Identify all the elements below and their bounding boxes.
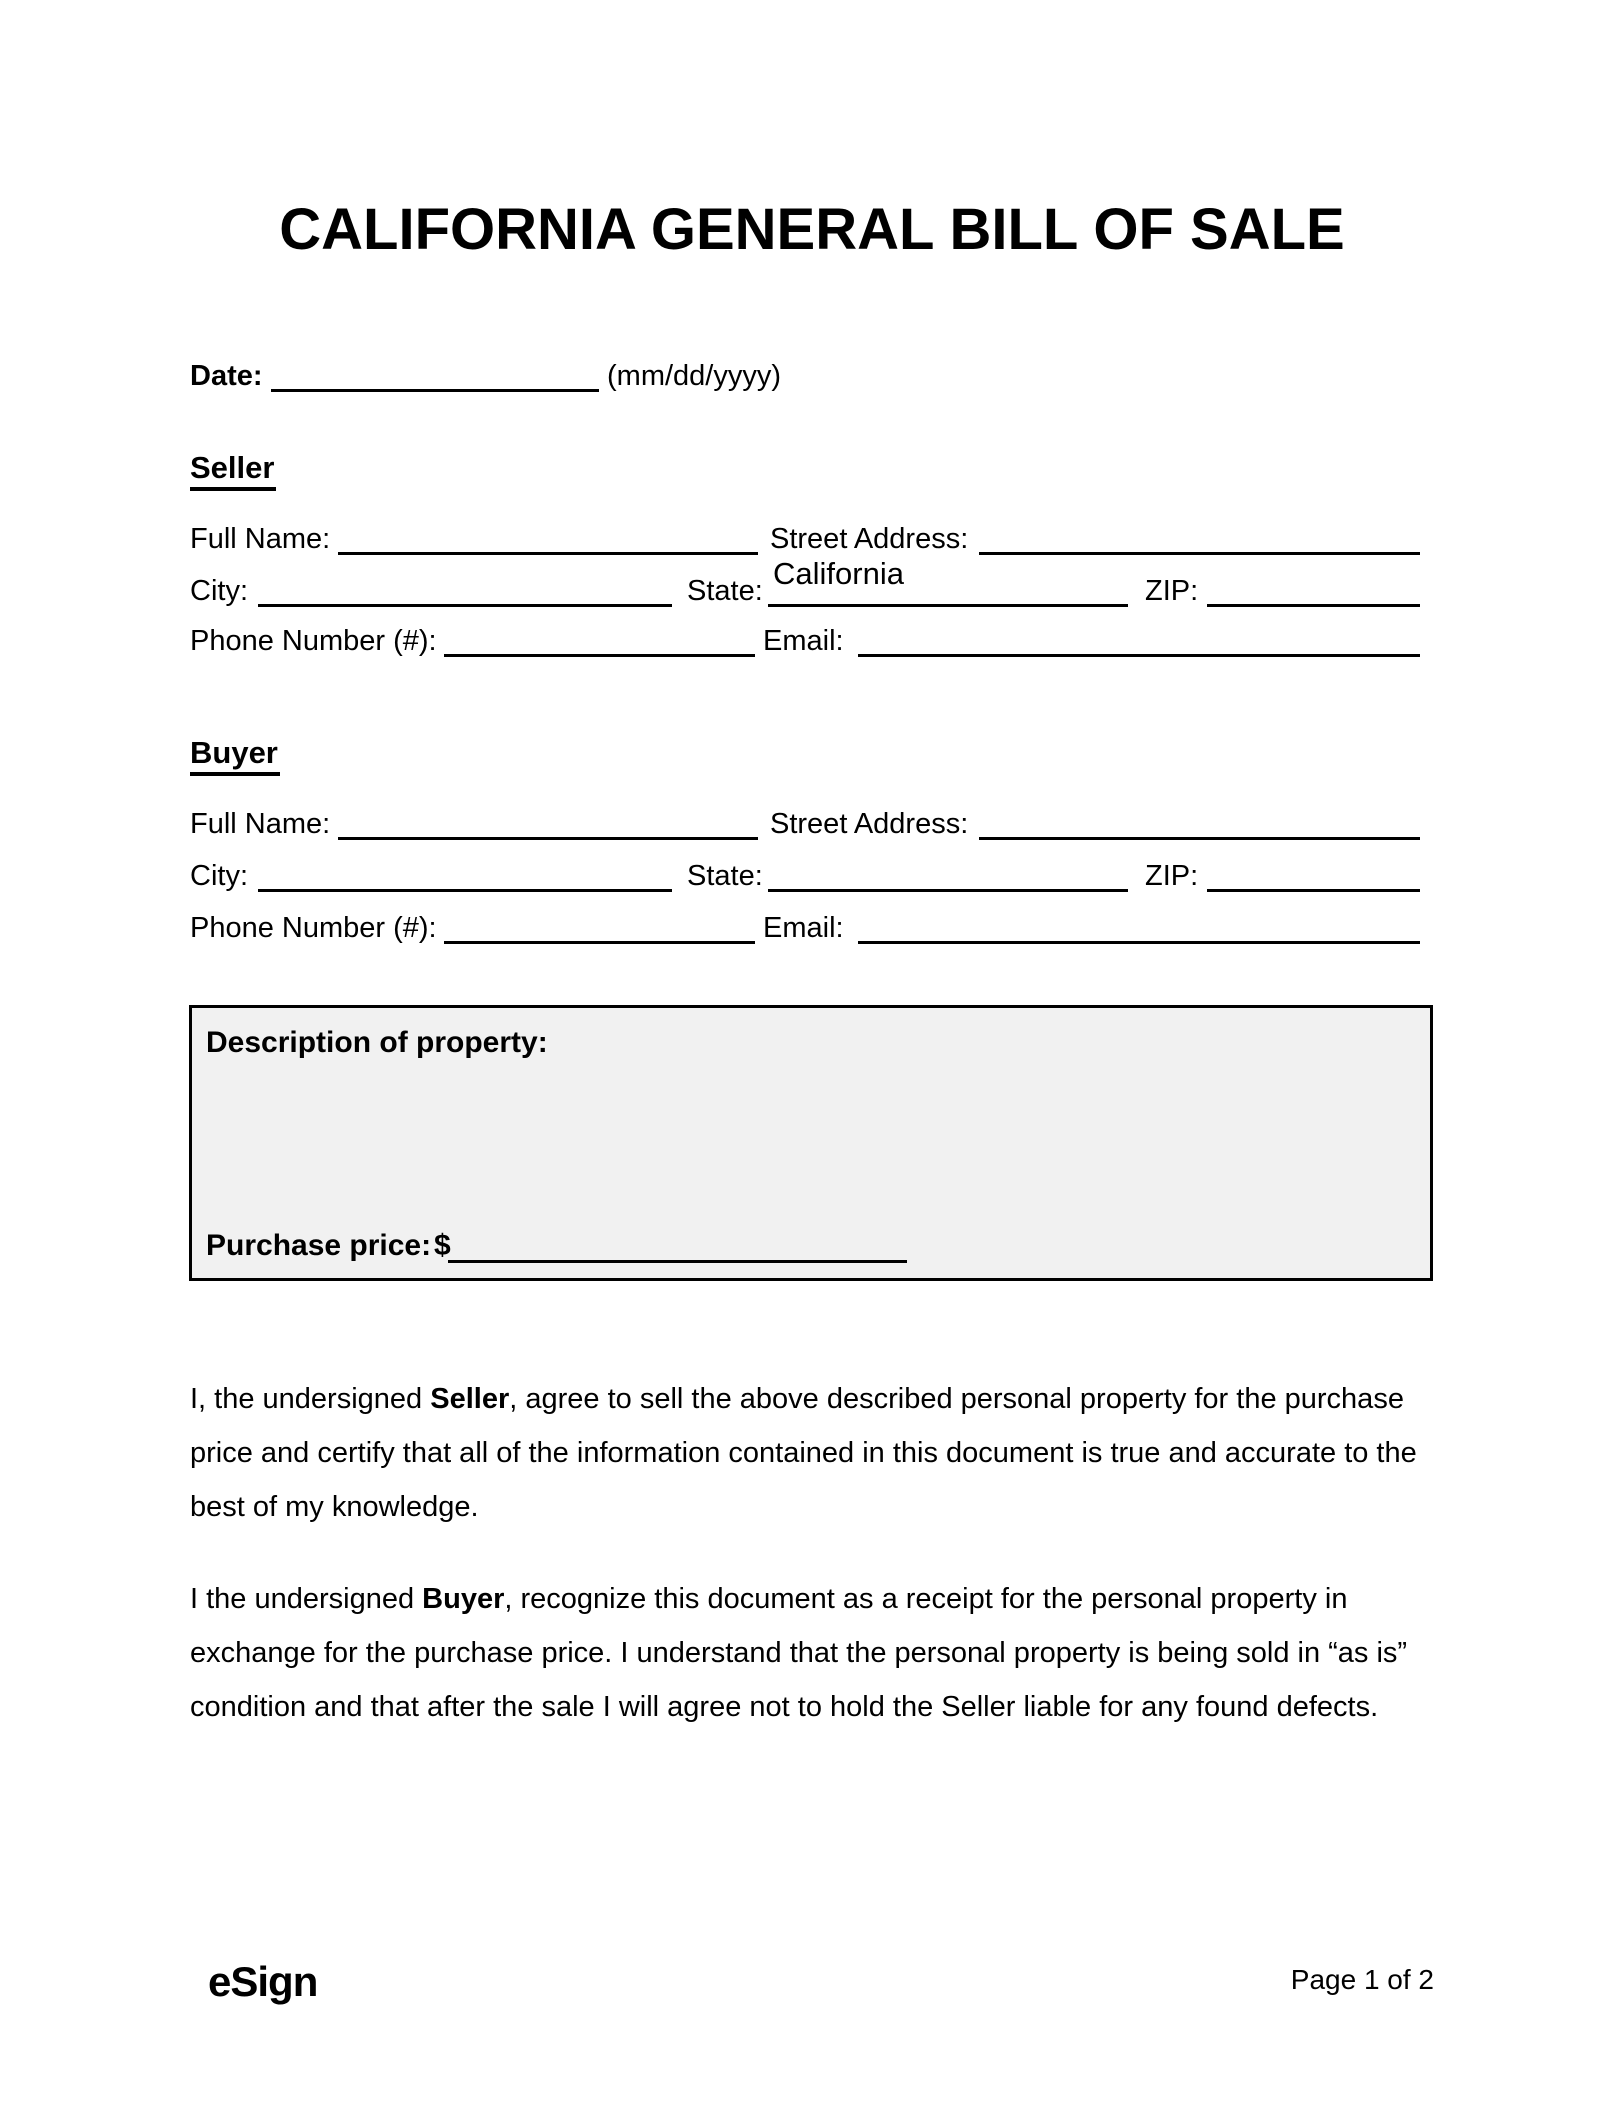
buyer-phone-email-row <box>190 910 1420 950</box>
property-description-box <box>189 1005 1433 1281</box>
date-format-hint: (mm/dd/yyyy) <box>607 360 781 392</box>
esign-logo: eSign <box>208 1958 318 2005</box>
seller-zip-label: ZIP: <box>1145 575 1199 607</box>
seller-email-label: Email: <box>763 625 844 657</box>
seller-zip-field[interactable] <box>1207 573 1420 607</box>
seller-city-field[interactable] <box>258 573 672 607</box>
buyer-state-field[interactable] <box>768 858 1128 892</box>
seller-full-name-field[interactable] <box>338 521 758 555</box>
seller-clause-pre: I, the undersigned <box>190 1383 431 1415</box>
buyer-heading-row <box>190 736 1420 776</box>
buyer-street-address-field[interactable] <box>979 806 1420 840</box>
buyer-city-label: City: <box>190 860 248 892</box>
buyer-city-field[interactable] <box>258 858 672 892</box>
buyer-zip-field[interactable] <box>1207 858 1420 892</box>
seller-clause-post: , agree to sell the above described personal property for the purchase price and certify that all of the information contained in this document is true and accurate to the best of my knowledge. <box>190 1383 1417 1523</box>
buyer-zip-label: ZIP: <box>1145 860 1199 892</box>
purchase-price-row <box>206 1228 1406 1268</box>
page-number: Page 1 of 2 <box>1290 1964 1434 1995</box>
buyer-email-label: Email: <box>763 912 844 944</box>
buyer-heading: Buyer <box>190 736 280 776</box>
purchase-price-label: Purchase price: <box>206 1229 432 1262</box>
seller-state-value[interactable]: California <box>773 556 904 591</box>
seller-street-address-label: Street Address: <box>770 523 969 555</box>
seller-phone-field[interactable] <box>444 623 755 657</box>
seller-city-state-zip-row <box>190 556 1420 613</box>
buyer-clause-post: , recognize this document as a receipt for the personal property in exchange for the purchase price. I understand that the personal property is being sold in “as is” condition and that after the sale I will agree not to hold the Seller liable for any found defects. <box>190 1583 1408 1723</box>
buyer-full-name-label: Full Name: <box>190 808 331 840</box>
buyer-phone-field[interactable] <box>444 910 755 944</box>
date-row <box>190 358 1420 398</box>
seller-clause-paragraph <box>190 1372 1460 1534</box>
purchase-price-field[interactable] <box>448 1230 907 1263</box>
description-of-property-label: Description of property: <box>206 1026 548 1059</box>
seller-clause-bold-word: Seller <box>430 1383 510 1415</box>
date-field[interactable] <box>271 358 599 392</box>
description-of-property-field[interactable] <box>206 1068 1406 1208</box>
seller-state-label: State: <box>687 575 763 607</box>
document-title: CALIFORNIA GENERAL BILL OF SALE <box>279 197 1345 262</box>
seller-heading: Seller <box>190 451 276 491</box>
seller-phone-email-row <box>190 623 1420 663</box>
seller-full-name-label: Full Name: <box>190 523 331 555</box>
buyer-clause-bold-word: Buyer <box>422 1583 505 1615</box>
buyer-email-field[interactable] <box>858 910 1420 944</box>
seller-name-address-row <box>190 521 1420 561</box>
seller-heading-row <box>190 451 1420 491</box>
buyer-phone-label: Phone Number (#): <box>190 912 437 944</box>
seller-phone-label: Phone Number (#): <box>190 625 437 657</box>
date-label: Date: <box>190 360 263 392</box>
seller-street-address-field[interactable] <box>979 521 1420 555</box>
buyer-clause-pre: I the undersigned <box>190 1583 423 1615</box>
seller-email-field[interactable] <box>858 623 1420 657</box>
buyer-state-label: State: <box>687 860 763 892</box>
seller-city-label: City: <box>190 575 248 607</box>
dollar-sign: $ <box>434 1229 451 1262</box>
buyer-clause-paragraph <box>190 1572 1460 1734</box>
buyer-full-name-field[interactable] <box>338 806 758 840</box>
buyer-name-address-row <box>190 806 1420 846</box>
buyer-street-address-label: Street Address: <box>770 808 969 840</box>
buyer-city-state-zip-row <box>190 858 1420 898</box>
